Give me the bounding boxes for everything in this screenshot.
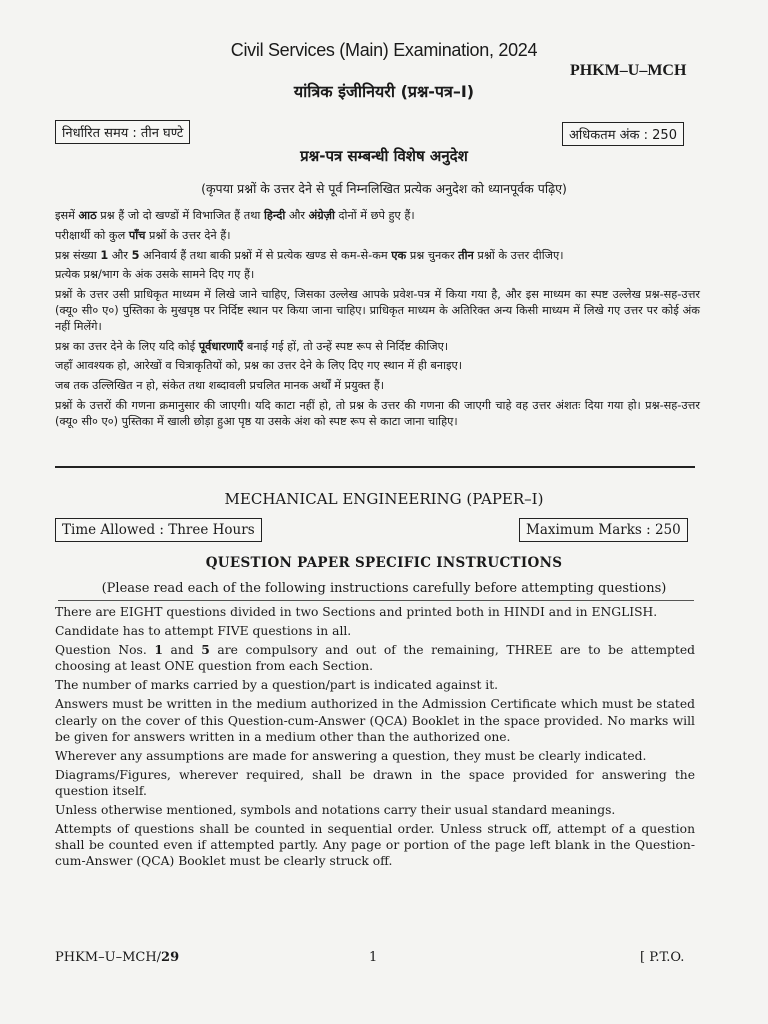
text-bold: एक	[391, 248, 407, 262]
footer-code-number: 29	[161, 950, 180, 965]
text: प्रश्न का उत्तर देने के लिए यदि कोई	[55, 339, 199, 353]
hindi-instruction-7: जहाँ आवश्यक हो, आरेखों व चित्राकृतियों को, प्रश्न का उत्तर देने के लिए दिए गए स्थान में ही बनाइए।	[55, 359, 463, 373]
hindi-instruction-8: जब तक उल्लिखित न हो, संकेत तथा शब्दावली प्रचलित मानक अर्थों में प्रयुक्त हैं।	[55, 379, 385, 393]
text: Question Nos.	[55, 643, 155, 658]
text: बनाई गई हों, तो उन्हें स्पष्ट रूप से निर्दिष्ट कीजिए।	[243, 339, 449, 353]
text: दोनों में छपे हुए हैं।	[334, 209, 415, 222]
exam-title: Civil Services (Main) Examination, 2024	[230, 40, 538, 60]
hindi-time-allowed-box: निर्धारित समय : तीन घण्टे	[55, 120, 190, 144]
hindi-instruction-9: प्रश्नों के उत्तरों की गणना क्रमानुसार की जाएगी। यदि काटा नहीं हो, तो प्रश्न के उत्तर की गणना की जाएगी चाहे वह उत्तर अंशतः दिया गया हो। प्रश्न-सह-उत्तर (क्यू० सी० ए०) पुस्तिका में खाली छोड़ा हुआ पृष्ठ या उसके अंश को स्पष्ट रूप से काटा जाना चाहिए।	[55, 398, 700, 428]
english-instruction-2: Candidate has to attempt FIVE questions in all.	[55, 624, 352, 639]
text-bold: अंग्रेज़ी	[308, 209, 335, 222]
english-instruction-9: Attempts of questions shall be counted in sequential order. Unless struck off, attempt of a question shall be counted even if attempted partly. Any page or portion of the page left blank in the Question-cum-Answer (QCA) Booklet must be clearly struck off.	[55, 822, 695, 869]
text: and	[162, 643, 202, 658]
text: प्रश्न चुनकर	[406, 248, 459, 262]
english-instruction-4: The number of marks carried by a question/part is indicated against it.	[55, 678, 499, 693]
text: प्रश्न संख्या	[55, 248, 101, 262]
text-bold: आठ	[78, 209, 97, 222]
text-bold: 1	[154, 642, 163, 658]
hindi-instruction-4: प्रत्येक प्रश्न/भाग के अंक उसके सामने दिए गए हैं।	[55, 268, 255, 282]
hindi-instruction-5: प्रश्नों के उत्तर उसी प्राधिकृत माध्यम में लिखे जाने चाहिए, जिसका उल्लेख आपके प्रवेश-पत्र में किया गया है, और इस माध्यम का स्पष्ट उल्लेख प्रश्न-सह-उत्तर (क्यू० सी० ए०) पुस्तिका के मुखपृष्ठ पर निर्दिष्ट स्थान पर किया जाना चाहिए। प्राधिकृत माध्यम के अतिरिक्त अन्य किसी माध्यम में लिखे गए उत्तर पर कोई अंक नहीं मिलेंगे।	[55, 288, 700, 333]
subheading-underline	[58, 600, 694, 601]
text: इसमें	[55, 209, 79, 222]
hindi-instructions-body	[55, 208, 700, 434]
text: प्रश्नों के उत्तर देने हैं।	[145, 228, 231, 242]
text-bold: तीन	[458, 248, 474, 262]
english-instructions-subheading: (Please read each of the following instructions carefully before attempting questions)	[101, 581, 667, 596]
footer-pto: [ P.T.O.	[640, 950, 685, 965]
footer-paper-code	[55, 950, 179, 965]
hindi-instruction-1	[55, 208, 700, 224]
english-instructions-heading: QUESTION PAPER SPECIFIC INSTRUCTIONS	[205, 555, 563, 571]
english-instruction-7: Diagrams/Figures, wherever required, shall be drawn in the space provided for answering the question itself.	[55, 767, 695, 798]
hindi-instructions-subheading: (कृपया प्रश्नों के उत्तर देने से पूर्व निम्नलिखित प्रत्येक अनुदेश को ध्यानपूर्वक पढ़िए)	[201, 181, 567, 196]
english-instruction-6: Wherever any assumptions are made for answering a question, they must be clearly indicated.	[55, 748, 647, 763]
text: और	[285, 209, 309, 222]
text: अनिवार्य हैं तथा बाकी प्रश्नों में से प्रत्येक खण्ड से कम-से-कम	[139, 248, 392, 262]
english-time-allowed-box: Time Allowed : Three Hours	[55, 518, 262, 542]
english-instruction-5: Answers must be written in the medium authorized in the Admission Certificate which must be stated clearly on the cover of this Question-cum-Answer (QCA) Booklet in the space provided. No marks will be given for answers written in a medium other than the authorized one.	[55, 697, 695, 744]
footer-code-prefix: PHKM–U–MCH/	[55, 950, 162, 965]
hindi-subject-title: यांत्रिक इंजीनियरी (प्रश्न-पत्र–I)	[293, 82, 475, 101]
hindi-instruction-6	[55, 339, 700, 355]
text: और	[108, 248, 132, 262]
hindi-instructions-heading: प्रश्न-पत्र सम्बन्धी विशेष अनुदेश	[300, 147, 468, 165]
text-bold: पूर्वधारणाएँ	[198, 339, 244, 353]
english-max-marks-box: Maximum Marks : 250	[519, 518, 688, 542]
section-divider	[55, 466, 695, 468]
text-bold: पाँच	[128, 228, 146, 242]
hindi-max-marks-box: अधिकतम अंक : 250	[562, 122, 684, 146]
english-instruction-1: There are EIGHT questions divided in two Sections and printed both in HINDI and in ENGLISH.	[55, 605, 658, 619]
text: परीक्षार्थी को कुल	[55, 228, 129, 242]
text: are compulsory and out of the remaining, THREE are to be attempted choosing at least ONE question from each Section.	[55, 643, 695, 674]
text-bold: 1	[100, 248, 109, 262]
english-instruction-3	[55, 642, 695, 674]
english-instructions-body	[55, 604, 695, 872]
hindi-instruction-3	[55, 248, 700, 264]
text: प्रश्नों के उत्तर दीजिए।	[473, 248, 564, 262]
text-bold: 5	[131, 248, 140, 262]
text-bold: हिन्दी	[263, 209, 286, 222]
english-instruction-8: Unless otherwise mentioned, symbols and notations carry their usual standard meanings.	[55, 803, 616, 818]
text-bold: 5	[201, 642, 210, 658]
footer-page-number: 1	[369, 950, 378, 965]
english-subject-title: MECHANICAL ENGINEERING (PAPER–I)	[224, 490, 544, 508]
paper-code: PHKM–U–MCH	[570, 62, 687, 79]
hindi-instruction-2	[55, 228, 700, 244]
text: प्रश्न हैं जो दो खण्डों में विभाजित हैं तथा	[96, 209, 264, 222]
